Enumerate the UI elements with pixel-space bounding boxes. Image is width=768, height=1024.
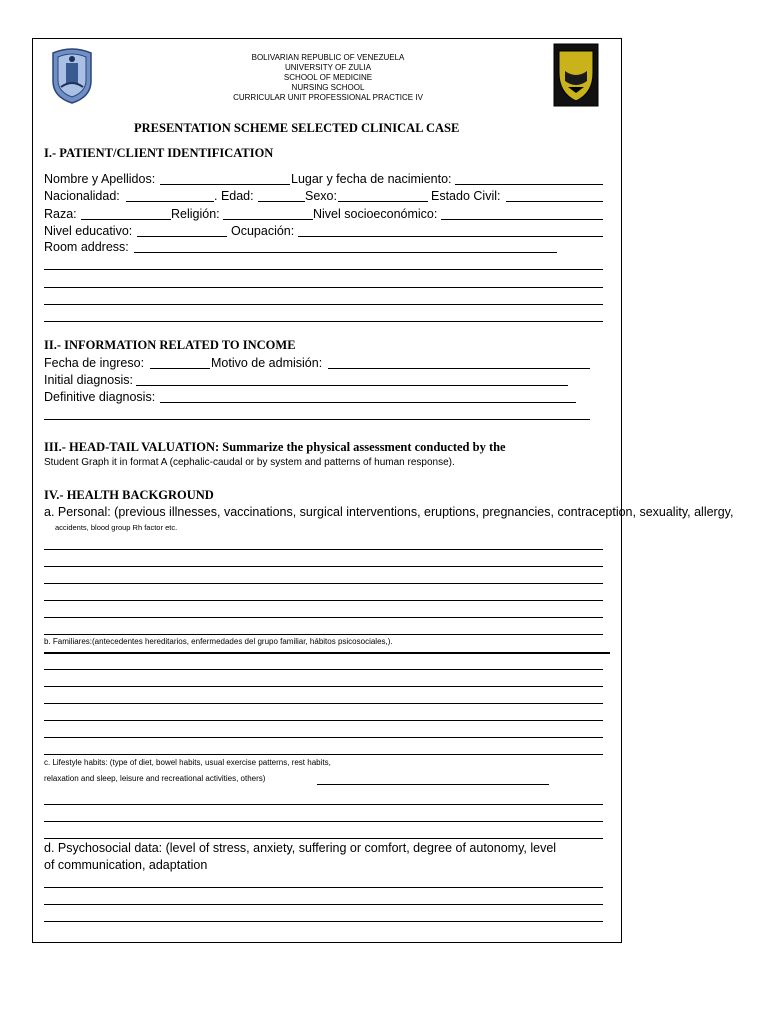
label-nacionalidad: Nacionalidad: xyxy=(44,189,120,203)
section-4-heading: IV.- HEALTH BACKGROUND xyxy=(44,488,214,502)
blank-line[interactable] xyxy=(44,566,603,567)
label-definitive-diagnosis: Definitive diagnosis: xyxy=(44,390,156,404)
section-divider xyxy=(44,652,610,654)
blank-line[interactable] xyxy=(44,269,603,270)
field-estado-civil[interactable] xyxy=(506,201,603,202)
label-raza: Raza: xyxy=(44,207,77,221)
header-line-4: NURSING SCHOOL xyxy=(291,83,365,92)
blank-line[interactable] xyxy=(44,703,603,704)
blank-line[interactable] xyxy=(44,321,603,322)
blank-line[interactable] xyxy=(44,737,603,738)
label-sexo: Sexo: xyxy=(305,189,337,203)
blank-line[interactable] xyxy=(44,617,603,618)
label-room-address: Room address: xyxy=(44,240,129,254)
lifestyle-habits-label: c. Lifestyle habits: (type of diet, bowel habits, usual exercise patterns, rest habits, xyxy=(44,758,331,767)
header-line-1: BOLIVARIAN REPUBLIC OF VENEZUELA xyxy=(251,53,405,62)
field-initial-diagnosis[interactable] xyxy=(136,385,568,386)
blank-line[interactable] xyxy=(44,686,603,687)
psychosocial-label: d. Psychosocial data: (level of stress, anxiety, suffering or comfort, degree of autonomy, level xyxy=(44,841,557,855)
blank-line[interactable] xyxy=(44,583,603,584)
blank-line[interactable] xyxy=(44,600,603,601)
blank-line[interactable] xyxy=(44,921,603,922)
blank-line[interactable] xyxy=(44,904,603,905)
blank-line[interactable] xyxy=(44,804,603,805)
header-line-3: SCHOOL OF MEDICINE xyxy=(283,73,373,82)
field-raza[interactable] xyxy=(81,219,171,220)
lifestyle-habits-label-cont: relaxation and sleep, leisure and recreational activities, others) xyxy=(44,774,266,783)
field-room-address[interactable] xyxy=(134,252,557,253)
field-ocupacion[interactable] xyxy=(298,236,603,237)
field-nacionalidad[interactable] xyxy=(126,201,214,202)
label-nivel-educativo: Nivel educativo: xyxy=(44,224,133,238)
blank-line[interactable] xyxy=(44,887,603,888)
section-2-heading: II.- INFORMATION RELATED TO INCOME xyxy=(44,338,296,352)
blank-line[interactable] xyxy=(44,549,603,550)
label-nombre: Nombre y Apellidos: xyxy=(44,172,156,186)
blank-line[interactable] xyxy=(44,754,603,755)
label-lugar-fecha: Lugar y fecha de nacimiento: xyxy=(291,172,452,186)
label-estado-civil: Estado Civil: xyxy=(431,189,501,203)
blank-line[interactable] xyxy=(44,720,603,721)
blank-line[interactable] xyxy=(44,821,603,822)
field-fecha-ingreso[interactable] xyxy=(150,368,210,369)
personal-history-label-cont: accidents, blood group Rh factor etc. xyxy=(55,523,178,532)
blank-line[interactable] xyxy=(44,287,603,288)
section-1-heading: I.- PATIENT/CLIENT IDENTIFICATION xyxy=(44,146,274,160)
header-line-5: CURRICULAR UNIT PROFESSIONAL PRACTICE IV xyxy=(233,93,423,102)
form-title: PRESENTATION SCHEME SELECTED CLINICAL CASE xyxy=(134,121,460,135)
section-3-heading: III.- HEAD-TAIL VALUATION: Summarize the physical assessment conducted by the xyxy=(44,440,506,454)
label-motivo-admision: Motivo de admisión: xyxy=(211,356,323,370)
field-edad[interactable] xyxy=(258,201,305,202)
label-initial-diagnosis: Initial diagnosis: xyxy=(44,373,133,387)
nursing-school-logo xyxy=(553,43,599,107)
section-3-text: Student Graph it in format A (cephalic-caudal or by system and patterns of human response). xyxy=(44,457,455,468)
label-fecha-ingreso: Fecha de ingreso: xyxy=(44,356,145,370)
label-ocupacion: Ocupación: xyxy=(231,224,295,238)
psychosocial-label-cont: of communication, adaptation xyxy=(44,858,208,872)
field-nivel-educativo[interactable] xyxy=(137,236,227,237)
field-religion[interactable] xyxy=(223,219,313,220)
field-nivel-socio[interactable] xyxy=(441,219,603,220)
label-religion: Religión: xyxy=(171,207,220,221)
label-nivel-socio: Nivel socioeconómico: xyxy=(313,207,438,221)
blank-line[interactable] xyxy=(44,838,603,839)
form-frame xyxy=(32,38,734,943)
field-nombre[interactable] xyxy=(160,184,290,185)
field-definitive-diagnosis[interactable] xyxy=(160,402,576,403)
blank-line[interactable] xyxy=(44,634,603,635)
field-lugar-fecha[interactable] xyxy=(455,184,603,185)
blank-line[interactable] xyxy=(44,304,603,305)
field-sexo[interactable] xyxy=(338,201,428,202)
blank-line[interactable] xyxy=(44,419,590,420)
personal-history-label: a. Personal: (previous illnesses, vaccinations, surgical interventions, eruptions, pregnancies, contraception, sexuality, allergy, xyxy=(44,505,734,519)
field-lifestyle[interactable] xyxy=(317,784,549,785)
blank-line[interactable] xyxy=(44,669,603,670)
label-edad: . Edad: xyxy=(214,189,254,203)
header-line-2: UNIVERSITY OF ZULIA xyxy=(284,63,372,72)
family-history-label: b. Familiares:(antecedentes hereditarios, enfermedades del grupo familiar, hábitos psicosociales,). xyxy=(44,637,393,646)
field-motivo-admision[interactable] xyxy=(328,368,590,369)
